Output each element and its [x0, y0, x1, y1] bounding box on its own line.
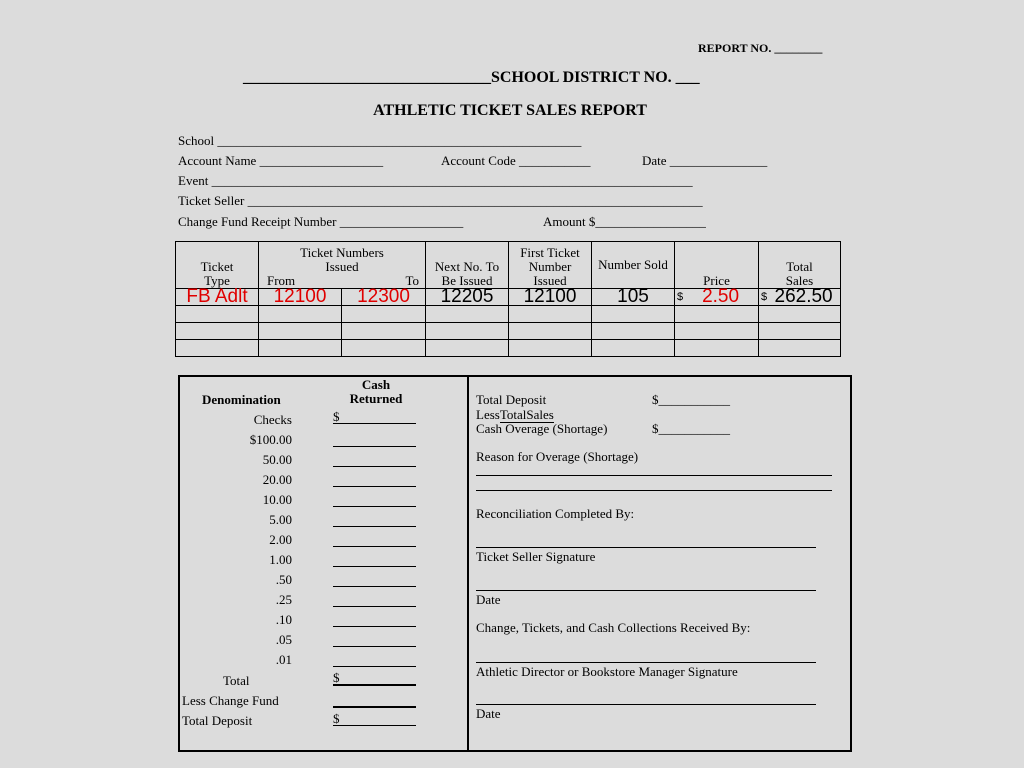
ticket-seller-field[interactable]: Ticket Seller ______________________________________________________________________ — [178, 193, 703, 208]
total-dollar-sign: $ — [761, 291, 768, 303]
header-number-sold: Number Sold — [598, 257, 668, 272]
less-change-fund-label: Less Change Fund — [182, 693, 279, 708]
header-to: To — [405, 273, 419, 288]
cell-number-sold[interactable]: 105 — [592, 289, 675, 306]
cash-reconciliation-box — [178, 375, 852, 752]
cash-returned-header — [340, 378, 412, 406]
cell-first-number[interactable]: 12100 — [509, 289, 592, 306]
total-deposit-label: Total Deposit — [182, 713, 253, 728]
received-by-label: Change, Tickets, and Cash Collections Received By: — [476, 620, 751, 635]
denom-50-input[interactable] — [333, 452, 416, 467]
checks-dollar-sign: $ — [333, 409, 340, 424]
ticket-seller-signature-label: Ticket Seller Signature — [476, 549, 596, 564]
table-row — [176, 289, 841, 306]
header-from: From — [267, 273, 296, 288]
account-code-field[interactable]: Account Code ___________ — [441, 153, 591, 168]
header-ticket-numbers: Ticket Numbers — [300, 245, 384, 260]
denom-025-input[interactable] — [333, 592, 416, 607]
checks-label: Checks — [253, 412, 292, 427]
denom-5-input[interactable] — [333, 512, 416, 527]
cash-header-1: Cash — [361, 377, 391, 392]
ticket-seller-signature-line[interactable] — [476, 535, 816, 548]
cash-header-2: Returned — [349, 391, 403, 406]
reason-label: Reason for Overage (Shortage) — [476, 449, 639, 464]
cash-overage-label: Cash Overage (Shortage) — [476, 421, 608, 436]
denomination-header: Denomination — [202, 392, 281, 407]
less-change-fund-input[interactable] — [333, 692, 416, 708]
reason-line-2[interactable] — [476, 478, 832, 491]
sales-text: Sales — [526, 407, 554, 422]
date-label-1: Date — [476, 592, 501, 607]
price-value: 2.50 — [702, 286, 740, 307]
cash-overage-field[interactable]: $___________ — [652, 421, 730, 436]
header-first-2: Number — [528, 259, 572, 274]
header-total-1: Total — [786, 259, 813, 274]
total-value: 262.50 — [774, 286, 833, 307]
denom-20: 20.00 — [262, 472, 292, 487]
total-deposit-dollar: $ — [333, 711, 340, 726]
account-name-field[interactable]: Account Name ___________________ — [178, 153, 384, 168]
denom-005-input[interactable] — [333, 632, 416, 647]
denom-050-input[interactable] — [333, 572, 416, 587]
total-deposit-input[interactable] — [333, 711, 416, 726]
date-line-1[interactable] — [476, 578, 816, 591]
denom-1-input[interactable] — [333, 552, 416, 567]
page-title: ATHLETIC TICKET SALES REPORT — [373, 102, 647, 119]
box-divider — [467, 377, 469, 750]
header-first-1: First Ticket — [520, 245, 580, 260]
date-line-2[interactable] — [476, 692, 816, 705]
denom-001-input[interactable] — [333, 652, 416, 667]
denom-5: 5.00 — [269, 512, 292, 527]
cell-from[interactable]: 12100 — [259, 289, 342, 306]
amount-field[interactable]: Amount $_________________ — [543, 214, 706, 229]
checks-input[interactable] — [333, 409, 416, 424]
denom-50: 50.00 — [262, 452, 292, 467]
event-field[interactable]: Event __________________________________________________________________________ — [178, 173, 693, 188]
school-district-line: _______________________________SCHOOL DISTRICT NO. ___ — [243, 69, 700, 86]
denom-20-input[interactable] — [333, 472, 416, 487]
table-row — [176, 323, 841, 340]
change-fund-receipt-field[interactable]: Change Fund Receipt Number ___________________ — [178, 214, 464, 229]
report-number: REPORT NO. ________ — [698, 41, 823, 55]
denom-050: .50 — [275, 572, 292, 587]
reconciliation-label: Reconciliation Completed By: — [476, 506, 635, 521]
total-dollar: $ — [333, 670, 340, 685]
denom-001: .01 — [275, 652, 292, 667]
total-input[interactable] — [333, 670, 416, 686]
header-ticket-type-2: Type — [204, 273, 230, 288]
denom-100: $100.00 — [249, 432, 292, 447]
price-dollar-sign: $ — [677, 291, 684, 303]
cell-next-number[interactable]: 12205 — [426, 289, 509, 306]
header-first-3: Issued — [533, 273, 567, 288]
denom-10: 10.00 — [262, 492, 292, 507]
cell-to[interactable]: 12300 — [342, 289, 426, 306]
ticket-table — [175, 241, 841, 357]
director-signature-label: Athletic Director or Bookstore Manager Signature — [476, 664, 738, 679]
denom-1: 1.00 — [269, 552, 292, 567]
denom-010-input[interactable] — [333, 612, 416, 627]
cell-price[interactable] — [675, 286, 759, 307]
reason-line-1[interactable] — [476, 463, 832, 476]
less-text: Less — [476, 407, 500, 422]
table-row — [176, 306, 841, 323]
denom-010: .10 — [275, 612, 292, 627]
table-row — [176, 340, 841, 357]
ticket-table-header — [176, 242, 841, 289]
date-field[interactable]: Date _______________ — [642, 153, 768, 168]
header-next-1: Next No. To — [434, 259, 500, 274]
cell-total-sales[interactable] — [759, 286, 841, 307]
cell-ticket-type[interactable]: FB Adlt — [176, 289, 259, 306]
denom-10-input[interactable] — [333, 492, 416, 507]
date-label-2: Date — [476, 706, 501, 721]
total-label: Total — [223, 673, 250, 688]
director-signature-line[interactable] — [476, 650, 816, 663]
header-total-2: Sales — [785, 273, 814, 288]
header-next-2: Be Issued — [441, 273, 493, 288]
denom-005: .05 — [275, 632, 292, 647]
recon-total-deposit-label: Total Deposit — [476, 392, 547, 407]
header-ticket-type-1: Ticket — [200, 259, 234, 274]
header-price: Price — [703, 273, 730, 288]
total-text: Total — [499, 407, 527, 422]
header-issued: Issued — [325, 259, 359, 274]
school-field[interactable]: School ________________________________________________________ — [178, 133, 582, 148]
recon-total-deposit-field[interactable]: $___________ — [652, 392, 730, 407]
denom-100-input[interactable] — [333, 432, 416, 447]
denom-025: .25 — [275, 592, 292, 607]
denom-2: 2.00 — [269, 532, 292, 547]
denom-2-input[interactable] — [333, 532, 416, 547]
